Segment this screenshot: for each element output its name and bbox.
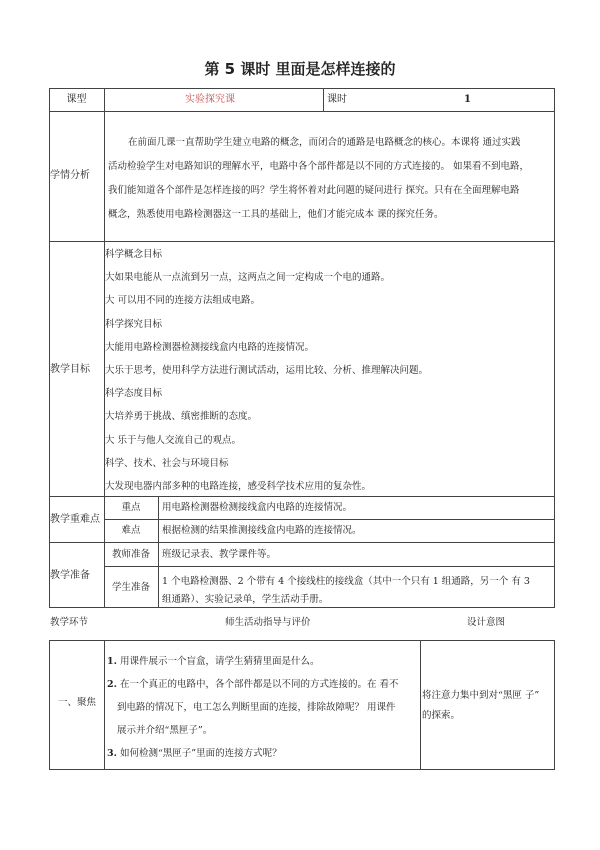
goal-heading: 科学概念目标 [105,249,163,260]
goals-label: 教学目标 [50,364,90,375]
difficulty-text: 根据检测的结果推测接线盒内电路的连接情况。 [162,525,362,536]
activity-list [107,650,419,765]
teacher-prep-text: 班级记录表、教学课件等。 [162,549,277,560]
analysis-line: 活动检验学生对电路知识的理解水平，电路中各个部件都是以不同的方式连接的。 如果看不到电路， [108,161,530,172]
page-title: 第 5 课时 里面是怎样连接的 [204,60,396,78]
process-col-stage: 教学环节 [50,617,89,628]
goal-item: 大发现电器内部多种的电路连接，感受科学技术应用的复杂性。 [105,481,372,493]
difficulty-label: 难点 [121,525,141,536]
goal-item: 大乐于思考，使用科学方法进行测试活动，运用比较、分析、推理解决问题。 [105,365,429,377]
key-label: 重点 [121,502,141,513]
student-prep-line: 1 个电路检测器、2 个带有 4 个接线柱的接线盒（其中一个只有 1 组通路，另一个 有 3 [162,576,530,587]
item-number: 1. [107,656,117,667]
type-label: 课型 [66,94,87,105]
student-prep-label: 学生准备 [111,582,150,593]
process-col-intent: 设计意图 [467,617,506,628]
analysis-text [108,131,554,227]
analysis-line: 在前面几课一直帮助学生建立电路的概念，而闭合的通路是电路概念的核心。本课将 通过实践 [128,137,521,148]
goal-heading: 科学、技术、社会与环境目标 [105,457,229,469]
hours-label: 课时 [327,94,347,105]
item-text: 如何检测“黑匣子”里面的连接方式呢？ [119,748,282,759]
teacher-prep-label: 教师准备 [111,549,150,560]
type-value: 实验探究课 [185,94,235,105]
design-intent [422,686,554,726]
student-prep-line: 组通路）、实验记录单，学生活动手册。 [162,594,329,605]
activity-item-1 [107,650,419,673]
stage-name: 一、聚焦 [58,697,97,708]
analysis-line: 概念，熟悉使用电路检测器这一工具的基础上，他们才能完成本 课的探究任务。 [108,209,444,220]
keypoints-label: 教学重难点 [50,514,100,525]
goal-item: 大培养勇于挑战、缜密推断的态度。 [105,411,258,423]
goal-item: 大能用电路检测器检测接线盒内电路的连接情况。 [105,341,315,353]
item-number: 3. [107,748,117,759]
goal-heading: 科学探究目标 [105,318,163,330]
goal-item: 大如果电能从一点流到另一点，这两点之间一定构成一个电的通路。 [105,272,391,284]
goal-item: 大 可以用不同的连接方法组成电路。 [105,295,261,307]
analysis-line: 我们能知道各个部件是怎样连接的吗？学生将怀着对此问题的疑问进行 探究。只有在全面理解电路 [108,185,520,196]
item-text: 用课件展示一个盲盒，请学生猜猜里面是什么。 [119,656,320,667]
goals-text [105,243,553,498]
student-prep-text [162,573,554,609]
intent-line: 将注意力集中到对“黑匣 子” [422,690,540,701]
activity-item-2 [107,673,419,696]
goal-heading: 科学态度目标 [105,388,163,400]
item-text: 到电路的情况下，电工怎么判断里面的连接，排除故障呢？ 用课件 [117,702,396,713]
key-text: 用电路检测器检测接线盒内电路的连接情况。 [162,502,353,513]
hours-value: 1 [464,94,471,105]
process-col-activity: 师生活动指导与评价 [225,617,311,628]
prep-label: 教学准备 [50,570,90,581]
item-text: 展示并介绍“黑匣子”。 [117,725,213,736]
intent-line: 的探索。 [422,710,461,721]
activity-item-3 [107,742,419,765]
item-text: 在一个真正的电路中，各个部件都是以不同的方式连接的。在 看不 [119,679,399,690]
goal-item: 大 乐于与他人交流自己的观点。 [105,434,242,446]
analysis-label: 学情分析 [50,170,90,181]
item-number: 2. [107,679,117,690]
